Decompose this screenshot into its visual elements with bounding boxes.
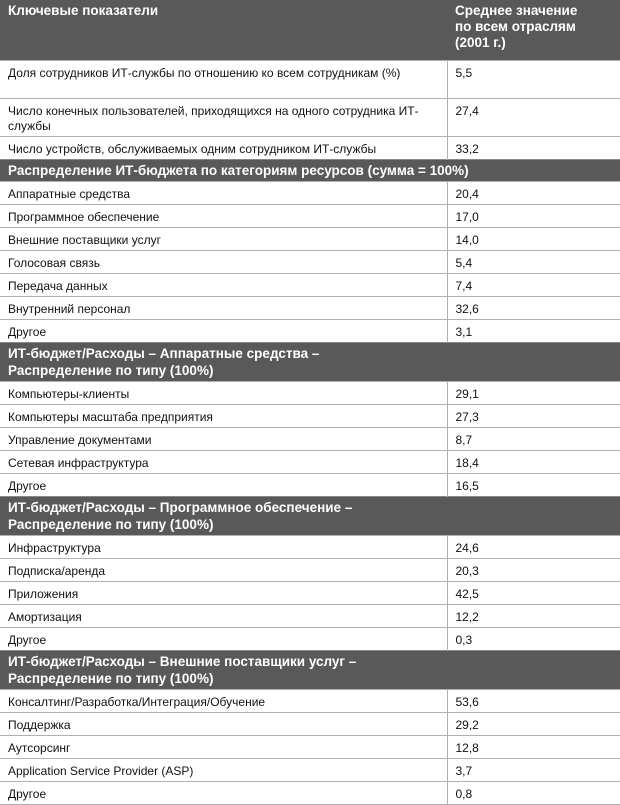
- row-label: Другое: [0, 474, 447, 497]
- section-title-line2: Распределение по типу (100%): [8, 671, 214, 686]
- section-title: [0, 343, 620, 382]
- section-title-line1: ИТ-бюджет/Расходы – Внешние поставщики услуг –: [8, 654, 357, 669]
- row-value: 8,7: [447, 428, 620, 451]
- row-value: 7,4: [447, 274, 620, 297]
- table-row: [0, 382, 620, 405]
- table-row: [0, 474, 620, 497]
- column-header-indicators: Ключевые показатели: [0, 0, 447, 61]
- row-value: 32,6: [447, 297, 620, 320]
- section-header: [0, 160, 620, 182]
- row-value: 16,5: [447, 474, 620, 497]
- row-label: Амортизация: [0, 605, 447, 628]
- table-row: [0, 99, 620, 137]
- column-header-average-line2: по всем отраслям: [455, 19, 576, 34]
- section-header: [0, 497, 620, 536]
- table-row: [0, 428, 620, 451]
- row-value: 0,3: [447, 628, 620, 651]
- row-value: 29,1: [447, 382, 620, 405]
- table-row: [0, 605, 620, 628]
- table-row: [0, 582, 620, 605]
- table-row: [0, 228, 620, 251]
- section-title-line1: ИТ-бюджет/Расходы – Программное обеспечение –: [8, 500, 353, 515]
- table-row: [0, 782, 620, 805]
- section-title-line2: Распределение по типу (100%): [8, 517, 214, 532]
- section-header: [0, 651, 620, 690]
- row-value: 33,2: [447, 137, 620, 160]
- table-row: [0, 713, 620, 736]
- row-label: Поддержка: [0, 713, 447, 736]
- table-row: [0, 137, 620, 160]
- row-value: 3,7: [447, 759, 620, 782]
- row-value: 0,8: [447, 782, 620, 805]
- section-title-line2: Распределение по типу (100%): [8, 363, 214, 378]
- row-label: Управление документами: [0, 428, 447, 451]
- row-label: Приложения: [0, 582, 447, 605]
- row-value: 29,2: [447, 713, 620, 736]
- row-label: Доля сотрудников ИТ-службы по отношению ко всем сотрудникам (%): [0, 61, 447, 99]
- row-label: Число устройств, обслуживаемых одним сотрудником ИТ-службы: [0, 137, 447, 160]
- section-title: [0, 497, 620, 536]
- row-label: Подписка/аренда: [0, 559, 447, 582]
- table-row: [0, 759, 620, 782]
- table-row: [0, 451, 620, 474]
- table-row: [0, 628, 620, 651]
- row-value: 27,4: [447, 99, 620, 137]
- row-value: 42,5: [447, 582, 620, 605]
- row-label: Внешние поставщики услуг: [0, 228, 447, 251]
- row-label: Аутсорсинг: [0, 736, 447, 759]
- section-title: [0, 651, 620, 690]
- row-label: Компьютеры-клиенты: [0, 382, 447, 405]
- row-label: Другое: [0, 320, 447, 343]
- row-value: 14,0: [447, 228, 620, 251]
- row-label: Передача данных: [0, 274, 447, 297]
- table-row: [0, 559, 620, 582]
- table-row: [0, 274, 620, 297]
- table-row: [0, 736, 620, 759]
- row-value: 20,3: [447, 559, 620, 582]
- row-label: Число конечных пользователей, приходящихся на одного сотрудника ИТ-службы: [0, 99, 447, 137]
- table-row: [0, 320, 620, 343]
- row-label: Внутренний персонал: [0, 297, 447, 320]
- row-label: Сетевая инфраструктура: [0, 451, 447, 474]
- column-header-average-line1: Среднее значение: [455, 3, 578, 18]
- table-header: [0, 0, 620, 61]
- row-label: Компьютеры масштаба предприятия: [0, 405, 447, 428]
- row-label: Голосовая связь: [0, 251, 447, 274]
- row-value: 12,8: [447, 736, 620, 759]
- row-value: 3,1: [447, 320, 620, 343]
- row-label: Программное обеспечение: [0, 205, 447, 228]
- row-value: 17,0: [447, 205, 620, 228]
- column-header-average: [447, 0, 620, 61]
- row-label: Другое: [0, 782, 447, 805]
- table-row: [0, 405, 620, 428]
- column-header-average-line3: (2001 г.): [455, 35, 506, 50]
- table-row: [0, 690, 620, 713]
- row-value: 24,6: [447, 536, 620, 559]
- row-label: Аппаратные средства: [0, 182, 447, 205]
- row-value: 12,2: [447, 605, 620, 628]
- table-row: [0, 182, 620, 205]
- table-row: [0, 61, 620, 99]
- row-label: Другое: [0, 628, 447, 651]
- section-title: Распределение ИТ-бюджета по категориям ресурсов (сумма = 100%): [0, 160, 620, 182]
- row-value: 53,6: [447, 690, 620, 713]
- table-row: [0, 251, 620, 274]
- row-label: Инфраструктура: [0, 536, 447, 559]
- row-value: 18,4: [447, 451, 620, 474]
- section-header: [0, 343, 620, 382]
- row-value: 27,3: [447, 405, 620, 428]
- table-row: [0, 297, 620, 320]
- row-value: 5,4: [447, 251, 620, 274]
- row-label: Application Service Provider (ASP): [0, 759, 447, 782]
- row-value: 5,5: [447, 61, 620, 99]
- table-row: [0, 536, 620, 559]
- row-value: 20,4: [447, 182, 620, 205]
- row-label: Консалтинг/Разработка/Интеграция/Обучение: [0, 690, 447, 713]
- section-title-line1: ИТ-бюджет/Расходы – Аппаратные средства –: [8, 346, 320, 361]
- table-row: [0, 205, 620, 228]
